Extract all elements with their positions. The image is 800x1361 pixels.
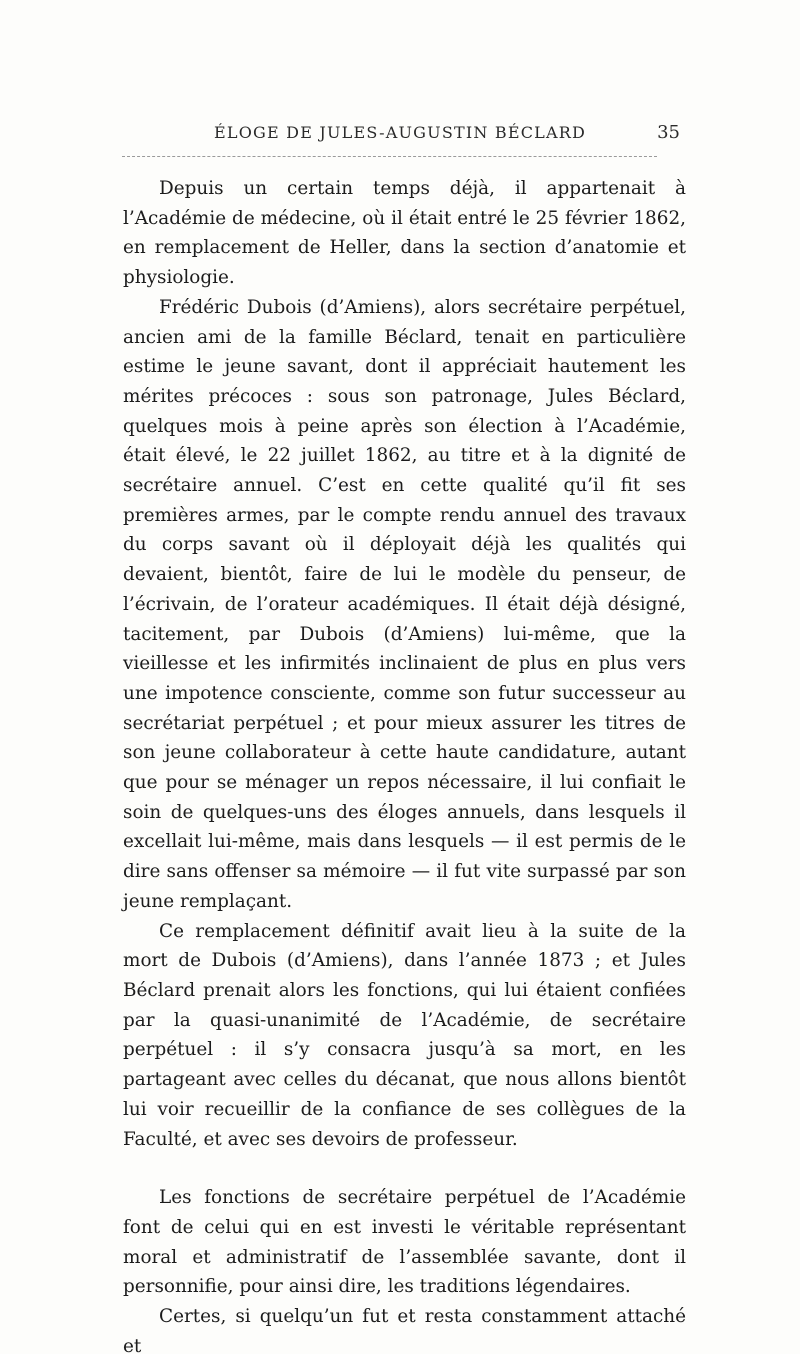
body-text (123, 174, 686, 1361)
running-head (120, 118, 680, 148)
running-title: ÉLOGE DE JULES-AUGUSTIN BÉCLARD (214, 123, 586, 142)
paragraph-fonctions: Les fonctions de secrétaire perpétuel de l’Académie font de celui qui en est investi le véritable représentant moral et administratif de l’assemblée savante, dont il personnifie, pour ainsi dire, les traditions légendaires. (123, 1187, 686, 1298)
header-rule (122, 156, 657, 157)
paragraph-academie-entry: Depuis un certain temps déjà, il appartenait à l’Académie de médecine, où il était entré le 25 février 1862, en remplacement de Heller, dans la section d’anatomie et physiologie. (123, 178, 686, 289)
paragraph-certes: Certes, si quelqu’un fut et resta constamment attaché et (123, 1306, 686, 1357)
page-number: 35 (657, 122, 680, 143)
paragraph-remplacement: Ce remplacement définitif avait lieu à la suite de la mort de Dubois (d’Amiens), dans l’année 1873 ; et Jules Béclard prenait alors les fonctions, qui lui étaient confiées par la quasi-unanimité de l’Académie, de secrétaire perpétuel : il s’y consacra jusqu’à sa mort, en les partageant avec celles du décanat, que nous allons bientôt lui voir recueillir de la confiance de ses collègues de la Faculté, et avec ses devoirs de professeur. (123, 920, 686, 1150)
paragraph-frederic-dubois: Frédéric Dubois (d’Amiens), alors secrétaire perpétuel, ancien ami de la famille Béclard, tenait en particulière estime le jeune savant, dont il appréciait hautement les mérites précoces : sous son patronage, Jules Béclard, quelques mois à peine après son élection à l’Académie, était élevé, le 22 juillet 1862, au titre et à la dignité de secrétaire annuel. C’est en cette qualité qu’il fit ses premières armes, par le compte rendu annuel des travaux du corps savant où il déployait déjà les qualités qui devaient, bientôt, faire de lui le modèle du penseur, de l’écrivain, de l’orateur académiques. Il était déjà désigné, tacitement, par Dubois (d’Amiens) lui-même, que la vieillesse et les infirmités inclinaient de plus en plus vers une impotence consciente, comme son futur successeur au secrétariat perpétuel ; et pour mieux assurer les titres de son jeune collaborateur à cette haute candidature, autant que pour se ménager un repos nécessaire, il lui confiait le soin de quelques-uns des éloges annuels, dans lesquels il excellait lui-même, mais dans lesquels — il est permis de le dire sans offenser sa mémoire — il fut vite surpassé par son jeune remplaçant. (123, 296, 686, 912)
